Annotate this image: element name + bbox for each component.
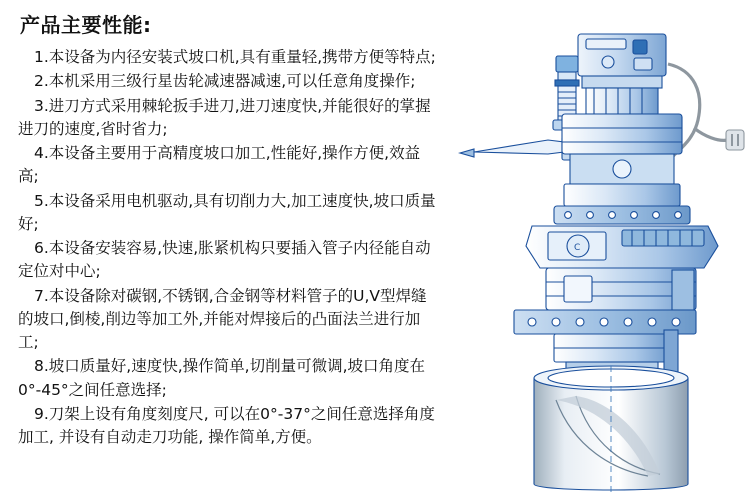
spec-paragraph-3-text: 3.进刀方式采用棘轮扳手进刀,进刀速度快,并能很好的掌握进刀的速度,省时省力;	[18, 96, 431, 138]
spec-paragraph-1	[18, 46, 438, 69]
spec-paragraph-6	[18, 237, 438, 284]
spec-paragraph-8	[18, 355, 438, 402]
spec-paragraph-5-text: 5.本设备采用电机驱动,具有切削力大,加工速度快,坡口质量好;	[18, 191, 436, 233]
tool-holder	[526, 226, 718, 268]
svg-text:C: C	[574, 243, 581, 253]
spec-paragraph-2	[18, 70, 438, 93]
spec-paragraph-4	[18, 142, 438, 189]
spec-paragraph-9-text: 9.刀架上设有角度刻度尺, 可以在0°-37°之间任意选择角度加工, 并设有自动走刀功能, 操作简单,方便。	[18, 404, 435, 446]
spec-paragraph-2-text: 2.本机采用三级行星齿轮减速器减速,可以任意角度操作;	[34, 72, 416, 91]
illustration-group	[460, 34, 744, 494]
spec-paragraph-4-text: 4.本设备主要用于高精度坡口加工,性能好,操作方便,效益高;	[18, 144, 421, 186]
product-illustration	[436, 0, 750, 494]
main-body	[562, 114, 682, 206]
spec-paragraph-9	[18, 403, 438, 450]
pipe-workpiece	[534, 366, 688, 494]
spec-paragraph-6-text: 6.本设备安装容易,快速,胀紧机构只要插入管子内径能自动定位对中心;	[18, 239, 431, 281]
spec-paragraph-7	[18, 285, 438, 355]
spec-paragraph-8-text: 8.坡口质量好,速度快,操作简单,切削量可微调,坡口角度在0°-45°之间任意选择;	[18, 357, 425, 399]
spec-paragraph-5	[18, 190, 438, 237]
mid-housing	[546, 268, 696, 310]
spec-paragraph-7-text: 7.本设备除对碳钢,不锈钢,合金钢等材料管子的U,V型焊缝的坡口,倒棱,削边等加工外,并能对焊接后的凸面法兰进行加工;	[18, 286, 427, 351]
motor-assembly	[578, 34, 666, 114]
upper-flange	[554, 206, 690, 224]
text-column	[18, 10, 438, 450]
spec-paragraph-1-text: 1.本设备为内径安装式坡口机,具有重量轻,携带方便等特点;	[34, 48, 436, 66]
spec-paragraph-3	[18, 95, 438, 142]
page-title: 产品主要性能:	[20, 13, 152, 37]
